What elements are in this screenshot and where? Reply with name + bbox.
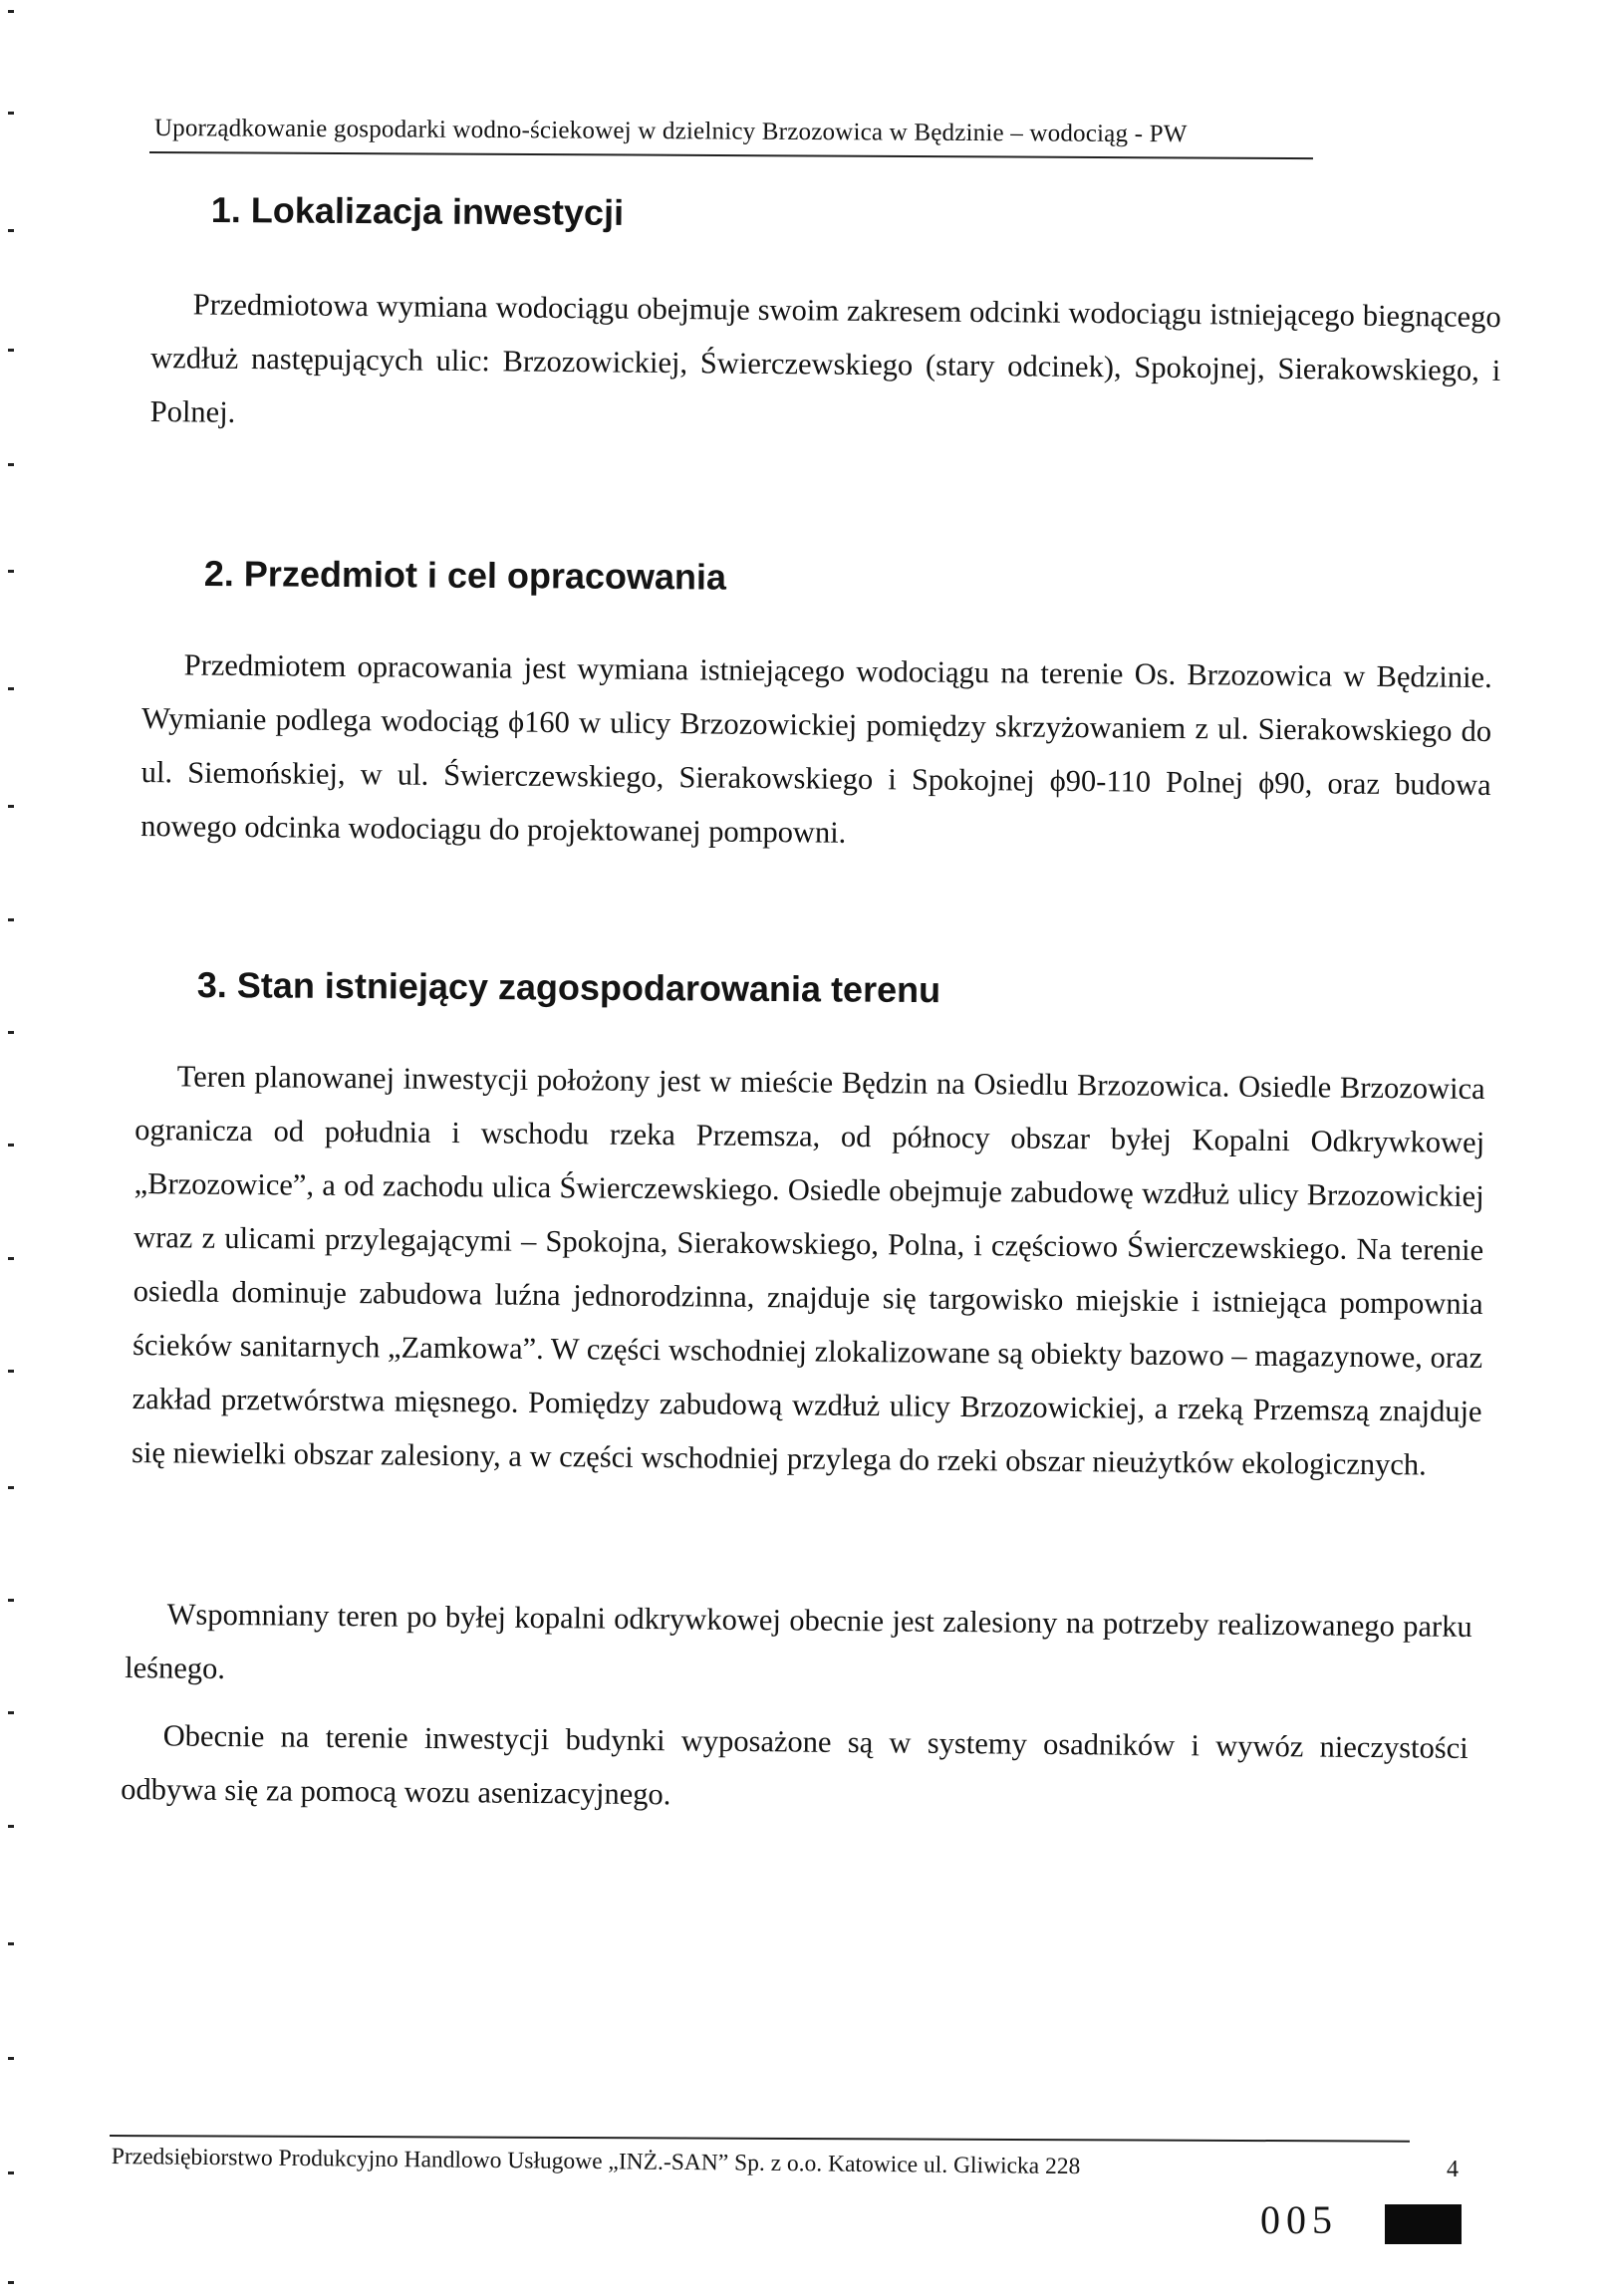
footer-rule [110,2135,1410,2143]
scan-edge-mark [8,918,14,921]
archive-stamp-number: 005 [1260,2197,1338,2242]
scan-edge-mark [8,1825,14,1828]
scan-edge-mark [8,570,14,573]
section-3-paragraph-2: Wspomniany teren po byłej kopalni odkrywkowej obecnie jest zalesiony na potrzeby realizowanego parku leśnego. [125,1597,1472,1685]
section-2-heading: 2. Przedmiot i cel opracowania [203,553,727,598]
scan-edge-mark [8,229,14,232]
scan-edge-mark [8,1031,14,1034]
section-2-paragraph: Przedmiotem opracowania jest wymiana istniejącego wodociągu na terenie Os. Brzozowica w Będzinie. Wymianie podlega wodociąg ϕ160 w ulicy Brzozowickiej pomiędzy skrzyżowaniem z ul. Sierakowskiego do ul. Siemońskiej, w ul. Świerczewskiego, Sierakowskiego i Spokojnej ϕ90-110 Polnej ϕ90, oraz budowa nowego odcinka wodociągu do projektowanej pompowni. [140,647,1492,850]
footer-company: Przedsiębiorstwo Produkcyjno Handlowo Usługowe „INŻ.-SAN” Sp. z o.o. Katowice ul. Gliwicka 228 [111,2144,1081,2180]
section-3-heading: 3. Stan istniejący zagospodarowania terenu [196,964,941,1011]
scan-edge-mark [8,10,14,13]
scan-edge-mark [8,687,14,690]
redaction-block [1385,2204,1462,2244]
section-3-paragraph-3: Obecnie na terenie inwestycji budynki wyposażone są w systemy osadników i wywóz nieczystości odbywa się za pomocą wozu asenizacyjnego. [121,1718,1468,1812]
scan-edge-mark [8,1486,14,1489]
scan-edge-mark [8,1711,14,1714]
scan-edge-mark [8,805,14,808]
scan-edge-mark [8,112,14,115]
scan-edge-mark [8,463,14,466]
scan-edge-mark [8,1370,14,1373]
scan-edge-mark [8,1257,14,1260]
scan-edge-mark [8,349,14,352]
section-1-paragraph: Przedmiotowa wymiana wodociągu obejmuje swoim zakresem odcinki wodociągu istniejącego biegnącego wzdłuż następujących ulic: Brzozowickiej, Świerczewskiego (stary odcinek), Spokojnej, Sierakowskiego, i Polnej. [149,287,1501,429]
section-3-paragraph-1: Teren planowanej inwestycji położony jest w mieście Będzin na Osiedlu Brzozowica. Osiedle Brzozowica ogranicza od południa i wschodu rzeka Przemsza, od północy obszar byłej Kopalni Odkrywkowej „Brzozowice”, a od zachodu ulica Świerczewskiego. Osiedle obejmuje zabudowę wzdłuż ulicy Brzozowickiej wraz z ulicami przylegającymi – Spokojna, Sierakowskiego, Polna, i częściowo Świerczewskiego. Na terenie osiedla dominuje zabudowa luźna jednorodzinna, znajduje się targowisko miejskie i istniejąca pompownia ścieków sanitarnych „Zamkowa”. W części wschodniej zlokalizowane są obiekty bazowo – magazynowe, oraz zakład przetwórstwa mięsnego. Pomiędzy zabudową wzdłuż ulicy Brzozowickiej, a rzeką Przemszą znajduje się niewielki obszar zalesiony, a w części wschodniej przylega do rzeki obszar nieużytków ekologicznych. [131,1059,1485,1482]
scan-edge-mark [8,1144,14,1147]
section-1-heading: 1. Lokalizacja inwestycji [210,189,625,233]
scan-edge-mark [8,2057,14,2060]
running-header: Uporządkowanie gospodarki wodno-ściekowej w dzielnicy Brzozowica w Będzinie – wodociąg - PW [153,115,1188,148]
page-number: 4 [1447,2157,1459,2182]
scan-edge-mark [8,2171,14,2174]
header-rule [149,151,1313,159]
scan-edge-mark [8,1599,14,1602]
scan-edge-mark [8,1942,14,1945]
scan-edge-mark [8,2281,14,2284]
